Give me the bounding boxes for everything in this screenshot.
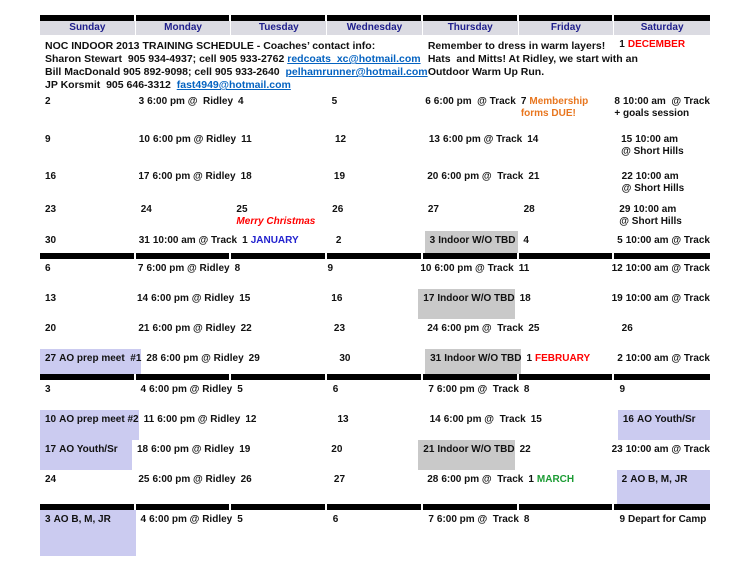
event-text: 10:00 am @ Track bbox=[622, 96, 710, 107]
date-number: 28 bbox=[146, 353, 158, 364]
date-number: 24 bbox=[427, 323, 439, 334]
calendar-cell bbox=[516, 92, 610, 130]
contact-text: Sharon Stewart 905 934-4937; cell 905 933-2762 bbox=[45, 53, 288, 65]
date-number: 30 bbox=[45, 235, 57, 246]
date-number: 26 bbox=[621, 323, 633, 334]
date-number: 15 bbox=[621, 134, 633, 145]
date-number: 5 bbox=[237, 514, 243, 525]
calendar-cell bbox=[614, 200, 710, 231]
month-label: MARCH bbox=[536, 474, 575, 485]
event-text: 6:00 pm @ Ridley bbox=[157, 414, 241, 425]
calendar-cell bbox=[519, 380, 615, 410]
calendar-cell bbox=[616, 130, 710, 167]
calendar-cell bbox=[40, 167, 133, 200]
event-text: 6:00 pm @ Track bbox=[441, 323, 524, 334]
calendar-week-row bbox=[40, 200, 710, 231]
date-number: 4 bbox=[238, 96, 244, 107]
weekday-header-row bbox=[40, 21, 710, 35]
calendar-cell bbox=[614, 510, 710, 556]
calendar-cell bbox=[328, 380, 424, 410]
calendar-cell bbox=[519, 510, 615, 556]
calendar-cell bbox=[423, 200, 519, 231]
calendar-cell bbox=[418, 289, 514, 319]
calendar-cell bbox=[133, 259, 230, 289]
calendar-week-row bbox=[40, 319, 710, 349]
date-number: 18 bbox=[137, 444, 149, 455]
calendar-cell bbox=[607, 259, 710, 289]
calendar-cell bbox=[40, 410, 139, 440]
event-text: 6:00 pm @ Track bbox=[433, 96, 516, 107]
date-number: 31 bbox=[138, 235, 150, 246]
date-number: 24 bbox=[45, 474, 57, 485]
calendar-cell bbox=[614, 380, 710, 410]
contact-line bbox=[45, 66, 428, 79]
event-text: 6:00 pm @ Ridley bbox=[152, 171, 236, 182]
event-text: 6:00 pm @ Track bbox=[436, 514, 519, 525]
date-number: 21 bbox=[423, 444, 435, 455]
calendar-cell bbox=[136, 380, 233, 410]
calendar-week-row bbox=[40, 380, 710, 410]
event-text: 6:00 pm @ Track bbox=[443, 134, 523, 145]
event-text: AO prep meet #1 bbox=[59, 353, 142, 364]
calendar-cell bbox=[423, 380, 519, 410]
date-number: 6 bbox=[332, 384, 339, 395]
date-number: 24 bbox=[140, 204, 152, 215]
calendar-cell bbox=[425, 349, 521, 374]
date-number: 15 bbox=[530, 414, 542, 425]
event-text: 6:00 pm @ Ridley bbox=[146, 263, 230, 274]
month-label: FEBRUARY bbox=[535, 353, 591, 364]
calendar-cell bbox=[322, 259, 415, 289]
calendar-cell bbox=[607, 440, 710, 470]
event-text: 6:00 pm @ Ridley bbox=[149, 384, 233, 395]
calendar-cell bbox=[522, 130, 616, 167]
event-text: 6:00 pm @ Ridley bbox=[151, 444, 235, 455]
date-number: 19 bbox=[239, 444, 251, 455]
date-number: 12 bbox=[335, 134, 347, 145]
december-start-cell bbox=[614, 35, 710, 92]
date-number: 6 bbox=[425, 96, 431, 107]
date-number: 11 bbox=[143, 414, 155, 425]
calendar-cell bbox=[609, 92, 710, 130]
date-number: 23 bbox=[333, 323, 346, 334]
date-number: 15 bbox=[239, 293, 251, 304]
calendar-cell bbox=[326, 289, 418, 319]
calendar-cell bbox=[420, 92, 516, 130]
event-text: 6:00 pm @ Ridley bbox=[149, 514, 233, 525]
event-text: 6:00 pm @ Track bbox=[443, 414, 526, 425]
day-header-saturday: Saturday bbox=[640, 22, 684, 33]
date-number: 7 bbox=[428, 514, 434, 525]
date-number: 5 bbox=[237, 384, 243, 395]
date-number: 14 bbox=[527, 134, 539, 145]
calendar-cell bbox=[617, 470, 710, 504]
calendar-week-row bbox=[40, 410, 710, 440]
event-text: 6:00 pm @ Track bbox=[441, 474, 524, 485]
calendar-cell bbox=[232, 380, 328, 410]
event-text: 10:00 am @ Track bbox=[625, 235, 710, 246]
calendar-cell bbox=[415, 259, 513, 289]
event-text-line2: @ Short Hills bbox=[621, 183, 685, 194]
calendar-cell bbox=[40, 510, 136, 556]
contact-line bbox=[45, 79, 423, 92]
calendar-cell bbox=[232, 510, 328, 556]
calendar-cell bbox=[40, 289, 132, 319]
date-number: 27 bbox=[333, 474, 346, 485]
calendar-cell bbox=[617, 319, 710, 349]
event-text: Indoor W/O TBD bbox=[437, 444, 515, 455]
event-text-line2: @ Short Hills bbox=[621, 146, 684, 157]
date-number: 11 bbox=[241, 134, 252, 145]
date-number: 13 bbox=[45, 293, 57, 304]
event-text: 10:00 am @ Track bbox=[625, 293, 710, 304]
calendar-cell bbox=[40, 380, 136, 410]
event-text: 6:00 pm @ Ridley bbox=[152, 323, 236, 334]
calendar-week-row bbox=[40, 349, 710, 374]
date-number: 23 bbox=[611, 444, 623, 455]
calendar-cell bbox=[141, 349, 243, 374]
date-number: 31 bbox=[430, 353, 442, 364]
email-link[interactable]: redcoats_xc@hotmail.com bbox=[287, 53, 421, 65]
date-number: 20 bbox=[427, 171, 439, 182]
event-text-line2: + goals session bbox=[614, 108, 690, 119]
date-number: 3 bbox=[45, 514, 51, 525]
calendar-cell bbox=[40, 92, 134, 130]
calendar-cell bbox=[40, 440, 132, 470]
note-line: Hats and Mitts! At Ridley, we start with an bbox=[427, 53, 638, 65]
calendar-cell bbox=[134, 231, 237, 253]
date-number: 10 bbox=[45, 414, 57, 425]
event-text-line2: @ Short Hills bbox=[619, 216, 682, 227]
email-link[interactable]: fast4949@hotmail.com bbox=[176, 79, 291, 91]
date-number: 9 bbox=[619, 384, 626, 395]
date-number: 2 bbox=[335, 235, 342, 246]
date-number: 23 bbox=[45, 204, 57, 215]
date-number: 7 bbox=[428, 384, 434, 395]
day-header-tuesday: Tuesday bbox=[231, 21, 327, 35]
weather-note bbox=[423, 35, 638, 92]
date-number: 2 bbox=[45, 96, 51, 107]
date-number: 3 bbox=[138, 96, 145, 107]
date-number: 10 bbox=[138, 134, 150, 145]
date-number: 5 bbox=[617, 235, 623, 246]
event-text: 6:00 pm @ Track bbox=[434, 263, 514, 274]
calendar-cell bbox=[240, 410, 332, 440]
date-number: 8 bbox=[523, 514, 530, 525]
date-number: 18 bbox=[240, 171, 252, 182]
calendar-cell bbox=[617, 167, 710, 200]
date-number: 6 bbox=[45, 263, 51, 274]
calendar-cell bbox=[514, 259, 607, 289]
date-number: 19 bbox=[333, 171, 346, 182]
calendar-cell bbox=[329, 319, 422, 349]
date-number: 22 bbox=[621, 171, 633, 182]
date-number: 3 bbox=[429, 235, 436, 246]
calendar-cell bbox=[423, 510, 519, 556]
event-text: Membership bbox=[529, 96, 589, 107]
calendar-cell bbox=[136, 510, 233, 556]
day-header-wednesday: Wednesday bbox=[327, 21, 423, 35]
calendar-cell bbox=[326, 440, 418, 470]
event-text: 6:00 pm @ Ridley bbox=[147, 96, 234, 107]
date-number: 1 bbox=[528, 474, 534, 485]
event-text: 6:00 pm @ Ridley bbox=[151, 293, 235, 304]
date-number: 2 bbox=[621, 474, 628, 485]
calendar-cell bbox=[515, 440, 607, 470]
calendar-cell bbox=[331, 231, 425, 253]
calendar-cell bbox=[515, 289, 607, 319]
calendar-cell bbox=[40, 319, 133, 349]
date-number: 9 bbox=[619, 514, 626, 525]
date-number: 1 bbox=[619, 39, 625, 50]
date-number: 25 bbox=[236, 204, 248, 215]
date-number: 6 bbox=[332, 514, 339, 525]
date-number: 27 bbox=[427, 204, 439, 215]
date-number: 27 bbox=[45, 353, 57, 364]
calendar-cell bbox=[231, 200, 327, 231]
calendar-cell bbox=[234, 289, 326, 319]
event-text: 10:00 am bbox=[635, 171, 679, 182]
calendar-cell bbox=[422, 167, 523, 200]
date-number: 25 bbox=[138, 474, 150, 485]
calendar-cell bbox=[234, 440, 326, 470]
event-text: 10:00 am @ Track bbox=[625, 353, 710, 364]
calendar-cell bbox=[523, 470, 616, 504]
calendar-cell bbox=[40, 200, 136, 231]
calendar-cell bbox=[329, 470, 422, 504]
date-number: 5 bbox=[331, 96, 338, 107]
calendar-cell bbox=[618, 410, 710, 440]
note-line: Remember to dress in warm layers! bbox=[427, 40, 606, 52]
event-text: 10:00 am @ Track bbox=[625, 444, 710, 455]
date-number: 18 bbox=[519, 293, 531, 304]
month-label: JANUARY bbox=[250, 235, 299, 246]
event-text: 10:00 am bbox=[635, 134, 679, 145]
calendar-week-row bbox=[40, 92, 710, 130]
calendar-week-row bbox=[40, 510, 710, 556]
event-text: AO B, M, JR bbox=[630, 474, 688, 485]
event-text: 10:00 am @ Track bbox=[152, 235, 238, 246]
note-line: Outdoor Warm Up Run. bbox=[427, 66, 545, 78]
date-number: 17 bbox=[45, 444, 57, 455]
date-number: 13 bbox=[337, 414, 349, 425]
date-number: 2 bbox=[617, 353, 623, 364]
date-number: 4 bbox=[523, 235, 529, 246]
event-text: 10:00 am bbox=[633, 204, 677, 215]
date-number: 28 bbox=[523, 204, 535, 215]
date-number: 12 bbox=[611, 263, 623, 274]
day-header-friday: Friday bbox=[519, 21, 615, 35]
calendar-cell bbox=[327, 92, 421, 130]
date-number: 22 bbox=[240, 323, 252, 334]
event-text: Depart for Camp bbox=[628, 514, 707, 525]
calendar-cell bbox=[607, 289, 710, 319]
event-text: AO Youth/Sr bbox=[59, 444, 118, 455]
calendar-cell bbox=[134, 130, 236, 167]
date-number: 26 bbox=[332, 204, 344, 215]
calendar-week-row bbox=[40, 289, 710, 319]
date-number: 8 bbox=[234, 263, 241, 274]
date-number: 16 bbox=[45, 171, 57, 182]
contact-line bbox=[45, 53, 423, 66]
calendar-grid bbox=[40, 92, 710, 556]
calendar-cell bbox=[327, 200, 423, 231]
calendar-cell bbox=[132, 440, 234, 470]
calendar-cell bbox=[134, 92, 233, 130]
date-number: 8 bbox=[523, 384, 530, 395]
calendar-cell bbox=[40, 349, 141, 374]
calendar-cell bbox=[40, 470, 133, 504]
calendar-cell bbox=[422, 319, 523, 349]
date-number: 11 bbox=[518, 263, 530, 274]
date-number: 4 bbox=[140, 384, 147, 395]
calendar-cell bbox=[133, 319, 235, 349]
event-text: AO prep meet #2 bbox=[59, 414, 139, 425]
day-header-sunday: Sunday bbox=[40, 21, 136, 35]
date-number: 14 bbox=[429, 414, 441, 425]
calendar-cell bbox=[133, 167, 235, 200]
calendar-week-row bbox=[40, 259, 710, 289]
date-number: 29 bbox=[248, 353, 260, 364]
calendar-cell bbox=[236, 130, 330, 167]
calendar-cell bbox=[612, 231, 710, 253]
date-number: 17 bbox=[138, 171, 150, 182]
calendar-cell bbox=[139, 410, 241, 440]
event-text: 6:00 pm @ Ridley bbox=[152, 474, 236, 485]
date-number: 22 bbox=[519, 444, 531, 455]
calendar-cell bbox=[40, 259, 133, 289]
calendar-cell bbox=[422, 470, 523, 504]
date-number: 4 bbox=[140, 514, 147, 525]
coaches-contact-info bbox=[40, 35, 428, 92]
calendar-cell bbox=[329, 167, 422, 200]
event-text: Merry Christmas bbox=[236, 216, 316, 227]
calendar-cell bbox=[132, 289, 234, 319]
day-header-thursday: Thursday bbox=[423, 21, 519, 35]
date-number: 25 bbox=[528, 323, 540, 334]
calendar-cell bbox=[418, 440, 514, 470]
event-text: 6:00 pm @ Ridley bbox=[160, 353, 244, 364]
calendar-week-row bbox=[40, 231, 710, 253]
calendar-cell bbox=[425, 410, 526, 440]
calendar-cell bbox=[328, 510, 424, 556]
date-number: 7 bbox=[520, 96, 527, 107]
date-number: 8 bbox=[614, 96, 620, 107]
calendar-cell bbox=[230, 259, 323, 289]
date-number: 1 bbox=[242, 235, 248, 246]
calendar-cell bbox=[136, 200, 232, 231]
calendar-cell bbox=[519, 200, 615, 231]
event-text: AO B, M, JR bbox=[53, 514, 111, 525]
date-number: 20 bbox=[45, 323, 57, 334]
calendar-week-row bbox=[40, 470, 710, 504]
date-number: 9 bbox=[327, 263, 334, 274]
calendar-week-row bbox=[40, 130, 710, 167]
contact-line bbox=[45, 40, 423, 53]
event-text: 10:00 am @ Track bbox=[625, 263, 710, 274]
date-number: 13 bbox=[428, 134, 440, 145]
calendar-cell bbox=[40, 231, 134, 253]
date-number: 10 bbox=[420, 263, 432, 274]
month-label: DECEMBER bbox=[627, 39, 686, 50]
event-text: Indoor W/O TBD bbox=[444, 353, 522, 364]
calendar-cell bbox=[424, 130, 522, 167]
calendar-cell bbox=[237, 231, 331, 253]
calendar-cell bbox=[236, 319, 329, 349]
calendar-cell bbox=[244, 349, 335, 374]
date-number: 9 bbox=[45, 134, 51, 145]
date-number: 21 bbox=[138, 323, 150, 334]
day-header-monday: Monday bbox=[136, 21, 232, 35]
date-number: 12 bbox=[245, 414, 257, 425]
calendar-cell bbox=[236, 167, 329, 200]
date-number: 20 bbox=[331, 444, 343, 455]
calendar-cell bbox=[233, 92, 327, 130]
date-number: 1 bbox=[526, 353, 533, 364]
calendar-cell bbox=[518, 231, 612, 253]
date-number: 3 bbox=[45, 384, 51, 395]
event-text-line2: forms DUE! bbox=[520, 108, 576, 119]
date-number: 28 bbox=[427, 474, 439, 485]
calendar-cell bbox=[40, 130, 134, 167]
event-text: 6:00 pm @ Track bbox=[436, 384, 519, 395]
email-link[interactable]: pelhamrunner@hotmail.com bbox=[285, 66, 428, 78]
date-number: 21 bbox=[528, 171, 540, 182]
calendar-cell bbox=[133, 470, 235, 504]
contact-text: NOC INDOOR 2013 TRAINING SCHEDULE - Coaches’ contact info: bbox=[45, 40, 376, 52]
calendar-cell bbox=[236, 470, 329, 504]
date-number: 7 bbox=[137, 263, 144, 274]
event-text: 6:00 pm @ Track bbox=[441, 171, 524, 182]
calendar-cell bbox=[334, 349, 425, 374]
calendar-cell bbox=[330, 130, 424, 167]
contact-text: Bill MacDonald 905 892-9098; cell 905 933-2640 bbox=[45, 66, 286, 78]
contact-text: JP Korsmit 905 646-3312 bbox=[45, 79, 177, 91]
calendar-week-row bbox=[40, 167, 710, 200]
calendar-week-row bbox=[40, 440, 710, 470]
calendar-cell bbox=[521, 349, 612, 374]
event-text: AO Youth/Sr bbox=[636, 414, 696, 425]
calendar bbox=[40, 15, 710, 556]
calendar-cell bbox=[526, 410, 618, 440]
event-text: Indoor W/O TBD bbox=[437, 293, 515, 304]
calendar-cell bbox=[523, 319, 616, 349]
date-number: 17 bbox=[423, 293, 435, 304]
calendar-cell bbox=[523, 167, 616, 200]
date-number: 30 bbox=[339, 353, 351, 364]
calendar-cell bbox=[612, 349, 710, 374]
date-number: 26 bbox=[240, 474, 252, 485]
date-number: 16 bbox=[622, 414, 634, 425]
calendar-cell bbox=[332, 410, 424, 440]
info-row bbox=[40, 35, 710, 92]
event-text: 6:00 pm @ Ridley bbox=[153, 134, 237, 145]
date-number: 16 bbox=[331, 293, 343, 304]
date-number: 19 bbox=[611, 293, 623, 304]
date-number: 14 bbox=[137, 293, 149, 304]
event-text: Indoor W/O TBD bbox=[438, 235, 516, 246]
date-number: 29 bbox=[619, 204, 631, 215]
calendar-cell bbox=[425, 231, 519, 253]
